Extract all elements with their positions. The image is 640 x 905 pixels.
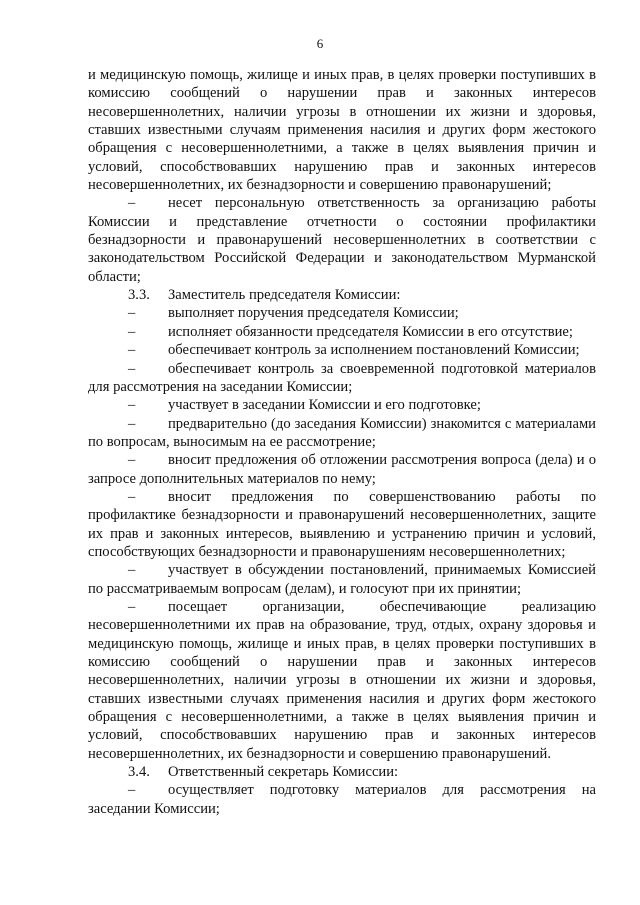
list-item-text: посещает организации, обеспечивающие реализацию несовершеннолетними их прав на образование, труд, отдых, охрану здоровья и медицинскую помощь, жилище и иных прав, в целях проверки поступивших в комиссию сообщений о нарушении прав и законных интересов несовершеннолетних, наличии угрозы в отношении их жизни и здоровья, ставших известными случаях применения насилия и других форм жестокого обращения с несовершеннолетними, а также в целях выявления причин и условий, способствовавших нарушению прав и законных интересов несовершеннолетних, их безнадзорности и совершению правонарушений. — [88, 598, 596, 762]
dash-marker: – — [128, 360, 136, 377]
dash-marker: – — [128, 488, 136, 505]
list-item-text: несет персональную ответственность за организацию работы Комиссии и представление отчетности о состоянии профилактики безнадзорности и правонарушений несовершеннолетних в соответствии с законодательством Российской Федерации и законодательством Мурманской области; — [88, 195, 596, 285]
list-item — [88, 488, 596, 561]
list-item-text: вносит предложения по совершенствованию работы по профилактике безнадзорности и правонарушений несовершеннолетних, защите их прав и законных интересов, выявлению и устранению причин и условий, способствующих безнадзорности и правонарушениям несовершеннолетних; — [88, 488, 596, 560]
section-number: 3.4. — [128, 764, 150, 781]
dash-marker: – — [128, 323, 136, 340]
dash-marker: – — [128, 397, 136, 414]
list-item-text: выполняет поручения председателя Комиссии; — [168, 305, 459, 322]
list-item — [88, 194, 596, 286]
list-item-text: обеспечивает контроль за исполнением постановлений Комиссии; — [168, 342, 580, 359]
dash-marker: – — [128, 452, 136, 469]
list-item-text: вносит предложения об отложении рассмотрения вопроса (дела) и о запросе дополнительных материалов по нему; — [88, 452, 596, 487]
list-item — [88, 360, 596, 397]
paragraph-text: и медицинскую помощь, жилище и иных прав, в целях проверки поступивших в комиссию сообщений о нарушении прав и законных интересов несовершеннолетних, наличии угрозы в отношении их жизни и здоровья, ставших известными случаям применения насилия и других форм жестокого обращения с несовершеннолетними, а также в целях выявления причин и условий, способствовавших нарушению прав и законных интересов несовершеннолетних, их безнадзорности и совершению правонарушений; — [88, 67, 596, 194]
section-heading — [88, 763, 596, 781]
page-number: 6 — [316, 36, 324, 51]
dash-marker: – — [128, 782, 136, 799]
dash-marker: – — [128, 598, 136, 615]
list-item-text: обеспечивает контроль за своевременной подготовкой материалов для рассмотрения на заседании Комиссии; — [88, 360, 596, 395]
section-heading-text: Заместитель председателя Комиссии: — [168, 287, 401, 304]
paragraph-continuation — [88, 66, 596, 194]
list-item — [88, 598, 596, 763]
dash-marker: – — [128, 195, 136, 212]
dash-marker: – — [128, 562, 136, 579]
section-number: 3.3. — [128, 287, 150, 304]
list-item — [88, 451, 596, 488]
dash-marker: – — [128, 305, 136, 322]
list-item — [88, 396, 596, 414]
section-heading-text: Ответственный секретарь Комиссии: — [168, 764, 399, 781]
list-item-text: осуществляет подготовку материалов для рассмотрения на заседании Комиссии; — [88, 782, 596, 817]
dash-marker: – — [128, 415, 136, 432]
list-item — [88, 415, 596, 452]
list-item-text: участвует в заседании Комиссии и его подготовке; — [168, 397, 481, 414]
list-item — [88, 323, 596, 341]
document-body — [88, 66, 596, 818]
list-item-text: предварительно (до заседания Комиссии) знакомится с материалами по вопросам, выносимым на ее рассмотрение; — [88, 415, 596, 450]
section-heading — [88, 286, 596, 304]
list-item-text: участвует в обсуждении постановлений, принимаемых Комиссией по рассматриваемым вопросам (делам), и голосуют при их принятии; — [88, 562, 596, 597]
list-item-text: исполняет обязанности председателя Комиссии в его отсутствие; — [168, 323, 573, 340]
list-item — [88, 561, 596, 598]
list-item — [88, 341, 596, 359]
list-item — [88, 781, 596, 818]
list-item — [88, 304, 596, 322]
dash-marker: – — [128, 342, 136, 359]
